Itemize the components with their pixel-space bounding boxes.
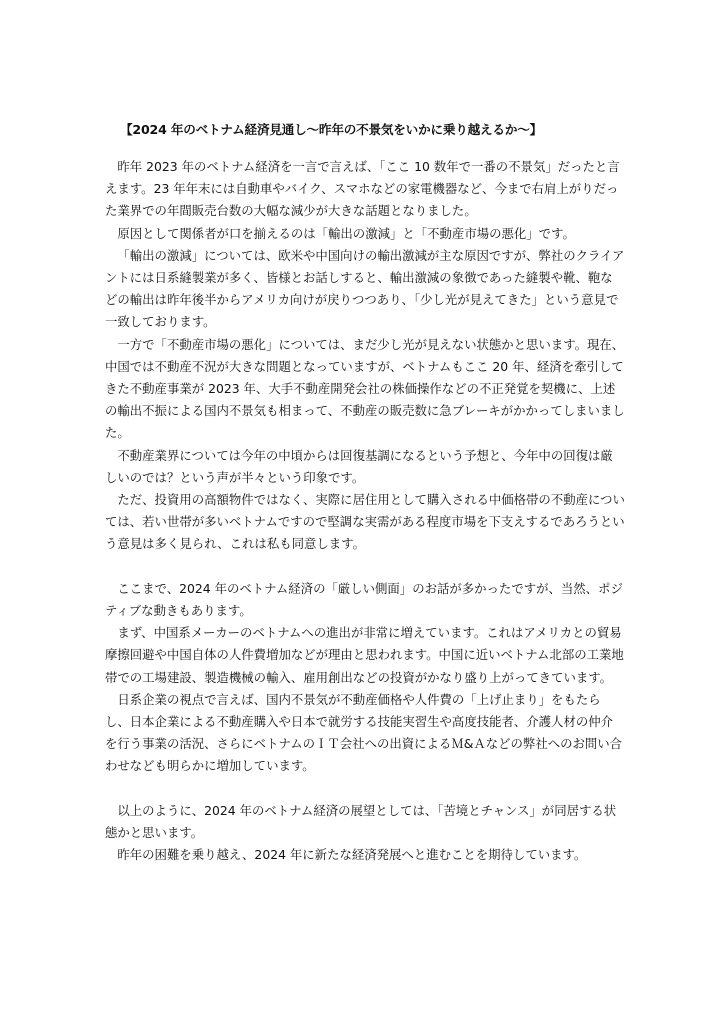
paragraph: ここまで、2024 年のベトナム経済の「厳しい側面」のお話が多かったですが、当然、ポジティブな動きもあります。 bbox=[105, 580, 623, 619]
paragraph: 日系企業の視点で言えば、国内不景気が不動産価格や人件費の「上げ止まり」をもたらし、日本企業による不動産購入や日本で就労する技能実習生や高度技能者、介護人材の仲介を行う事業の活況、さらにベトナムのＩＴ会社への出資によるＭ&Ａなどの弊社へのお問い合わせなども明らかに増加しています。 bbox=[105, 691, 623, 774]
paragraph: 昨年 2023 年のベトナム経済を一言で言えば、「ここ 10 数年で一番の不景気」だったと言えます。23 年年末には自動車やバイク、スマホなどの家電機器など、今まで右肩上がりだった業界での年間販売台数の大幅な減少が大きな話題となりました。 bbox=[105, 159, 620, 219]
paragraph: 不動産業界については今年の中頃からは回復基調になるという予想と、今年中の回復は厳しいのでは？という声が半々という印象です。 bbox=[105, 447, 613, 485]
document-title: 【2024 年のベトナム経済見通し～昨年の不景気をいかに乗り越えるか～】 bbox=[120, 122, 543, 137]
document-body bbox=[105, 156, 625, 866]
paragraph-spacer bbox=[105, 556, 625, 578]
paragraph: ただ、投資用の高額物件ではなく、実際に居住用として購入される中価格帯の不動産については、若い世帯が多いベトナムですので堅調な実需がある程度市場を下支えするであろうという意見は多く見られ、これは私も同意します。 bbox=[105, 492, 625, 552]
paragraph: 一方で「不動産市場の悪化」については、まだ少し光が見えない状態かと思います。現在、中国では不動産不況が大きな問題となっていますが、ベトナムもここ 20 年、経済を牽引してきた不動産事業が 2023 年、大手不動産開発会社の株価操作などの不正発覚を契機に、上述の輸出不振による国内不景気も相まって、不動産の販売数に急ブレーキがかかってしまいました。 bbox=[105, 336, 625, 441]
paragraph-spacer bbox=[105, 778, 625, 800]
paragraph: 原因として関係者が口を揃えるのは「輸出の激減」と「不動産市場の悪化」です。 bbox=[117, 225, 575, 241]
paragraph: 「輸出の激減」については、欧米や中国向けの輸出激減が主な原因ですが、弊社のクライアントには日系縫製業が多く、皆様とお話しすると、輸出激減の象徴であった縫製や靴、鞄などの輸出は昨年後半からアメリカ向けが戻りつつあり、「少し光が見えてきた」という意見で一致しております。 bbox=[105, 247, 625, 330]
paragraph: 以上のように、2024 年のベトナム経済の展望としては、「苦境とチャンス」が同居する状態かと思います。 bbox=[105, 802, 617, 841]
paragraph: 昨年の困難を乗り越え、2024 年に新たな経済発展へと進むことを期待しています。 bbox=[117, 847, 587, 863]
paragraph: まず、中国系メーカーのベトナムへの進出が非常に増えています。これはアメリカとの貿易摩擦回避や中国自体の人件費増加などが理由と思われます。中国に近いベトナム北部の工業地帯での工場建設、製造機械の輸入、雇用創出などの投資がかなり盛り上がってきています。 bbox=[105, 625, 624, 685]
